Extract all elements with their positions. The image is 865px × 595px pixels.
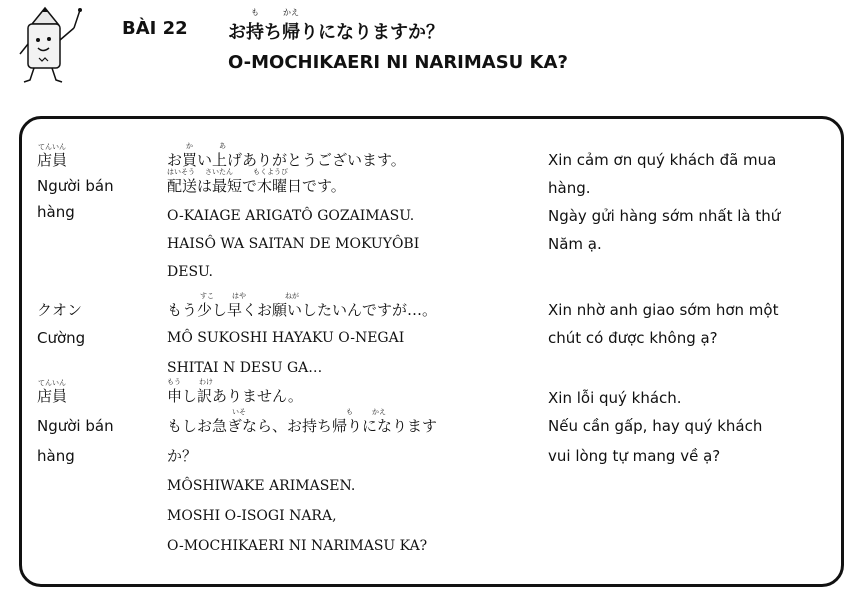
romaji-line: HAISÔ WA SAITAN DE MOKUYÔBI — [167, 236, 420, 252]
furigana: はいそう — [167, 168, 195, 176]
furigana: わけ — [199, 378, 213, 386]
speaker-jp: クオン — [37, 301, 83, 319]
vietnamese-line: vui lòng tự mang về ạ? — [548, 447, 721, 465]
vietnamese-line: Xin lỗi quý khách. — [548, 389, 682, 407]
vietnamese-line: Xin cảm ơn quý khách đã mua — [548, 151, 777, 169]
vietnamese-line: chút có được không ạ? — [548, 329, 718, 347]
vietnamese-line: Năm ạ. — [548, 235, 602, 253]
japanese-line: お買い上げありがとうございます。 — [167, 151, 406, 169]
title-ruby: かえ — [283, 8, 299, 17]
speaker-furigana: てんいん — [38, 379, 66, 387]
furigana: はや — [232, 292, 246, 300]
furigana: かえ — [372, 408, 386, 416]
furigana: あ — [219, 142, 226, 150]
speaker-vi: hàng — [37, 447, 75, 465]
japanese-line: 申し訳ありません。 — [167, 387, 303, 405]
lesson-title-romaji: O-MOCHIKAERI NI NARIMASU KA? — [228, 52, 568, 73]
vietnamese-line: Ngày gửi hàng sớm nhất là thứ — [548, 207, 781, 225]
title-jp-part: ち — [264, 22, 282, 43]
title-ruby: も — [251, 8, 259, 17]
furigana: ねが — [285, 292, 299, 300]
lesson-title-japanese — [228, 8, 444, 44]
furigana: さいたん — [205, 168, 233, 176]
speaker-vi: Người bán — [37, 417, 114, 435]
speaker-jp: 店員 — [37, 151, 68, 169]
title-jp-kanji — [282, 8, 300, 44]
speaker-vi: Cường — [37, 329, 86, 347]
japanese-line: もしお急ぎなら、お持ち帰りになります — [167, 417, 438, 435]
furigana: か — [186, 142, 193, 150]
vietnamese-line: Nếu cần gấp, hay quý khách — [548, 417, 763, 435]
romaji-line: SHITAI N DESU GA… — [167, 360, 323, 376]
romaji-line: MOSHI O-ISOGI NARA, — [167, 508, 337, 524]
furigana: すこ — [200, 292, 214, 300]
title-jp-kanji-text: 持 — [246, 22, 264, 43]
romaji-line: DESU. — [167, 264, 213, 280]
title-jp-part: お — [228, 22, 246, 43]
title-jp-kanji-text: 帰 — [282, 22, 300, 43]
furigana: もくようび — [253, 168, 288, 176]
romaji-line: O-MOCHIKAERI NI NARIMASU KA? — [167, 538, 428, 554]
title-jp-kanji — [246, 8, 264, 44]
japanese-line: か？ — [167, 447, 198, 465]
speaker-vi: Người bán — [37, 177, 114, 195]
speaker-vi: hàng — [37, 203, 75, 221]
furigana: もう — [167, 378, 181, 386]
pencil-mascot-icon — [18, 6, 88, 88]
speaker-jp: 店員 — [37, 387, 68, 405]
romaji-line: O-KAIAGE ARIGATÔ GOZAIMASU. — [167, 208, 415, 224]
lesson-number: BÀI 22 — [122, 18, 188, 39]
vietnamese-line: hàng. — [548, 179, 591, 197]
dialogue-box — [19, 116, 844, 587]
vietnamese-line: Xin nhờ anh giao sớm hơn một — [548, 301, 779, 319]
japanese-line: もう少し早くお願いしたいんですが…。 — [167, 301, 438, 319]
romaji-line: MÔSHIWAKE ARIMASEN. — [167, 478, 356, 494]
title-jp-part: りになりますか？ — [300, 22, 444, 43]
japanese-line: 配送は最短で木曜日です。 — [167, 177, 346, 195]
furigana: いそ — [232, 408, 246, 416]
romaji-line: MÔ SUKOSHI HAYAKU O-NEGAI — [167, 330, 405, 346]
speaker-furigana: てんいん — [38, 143, 66, 151]
furigana: も — [346, 408, 353, 416]
